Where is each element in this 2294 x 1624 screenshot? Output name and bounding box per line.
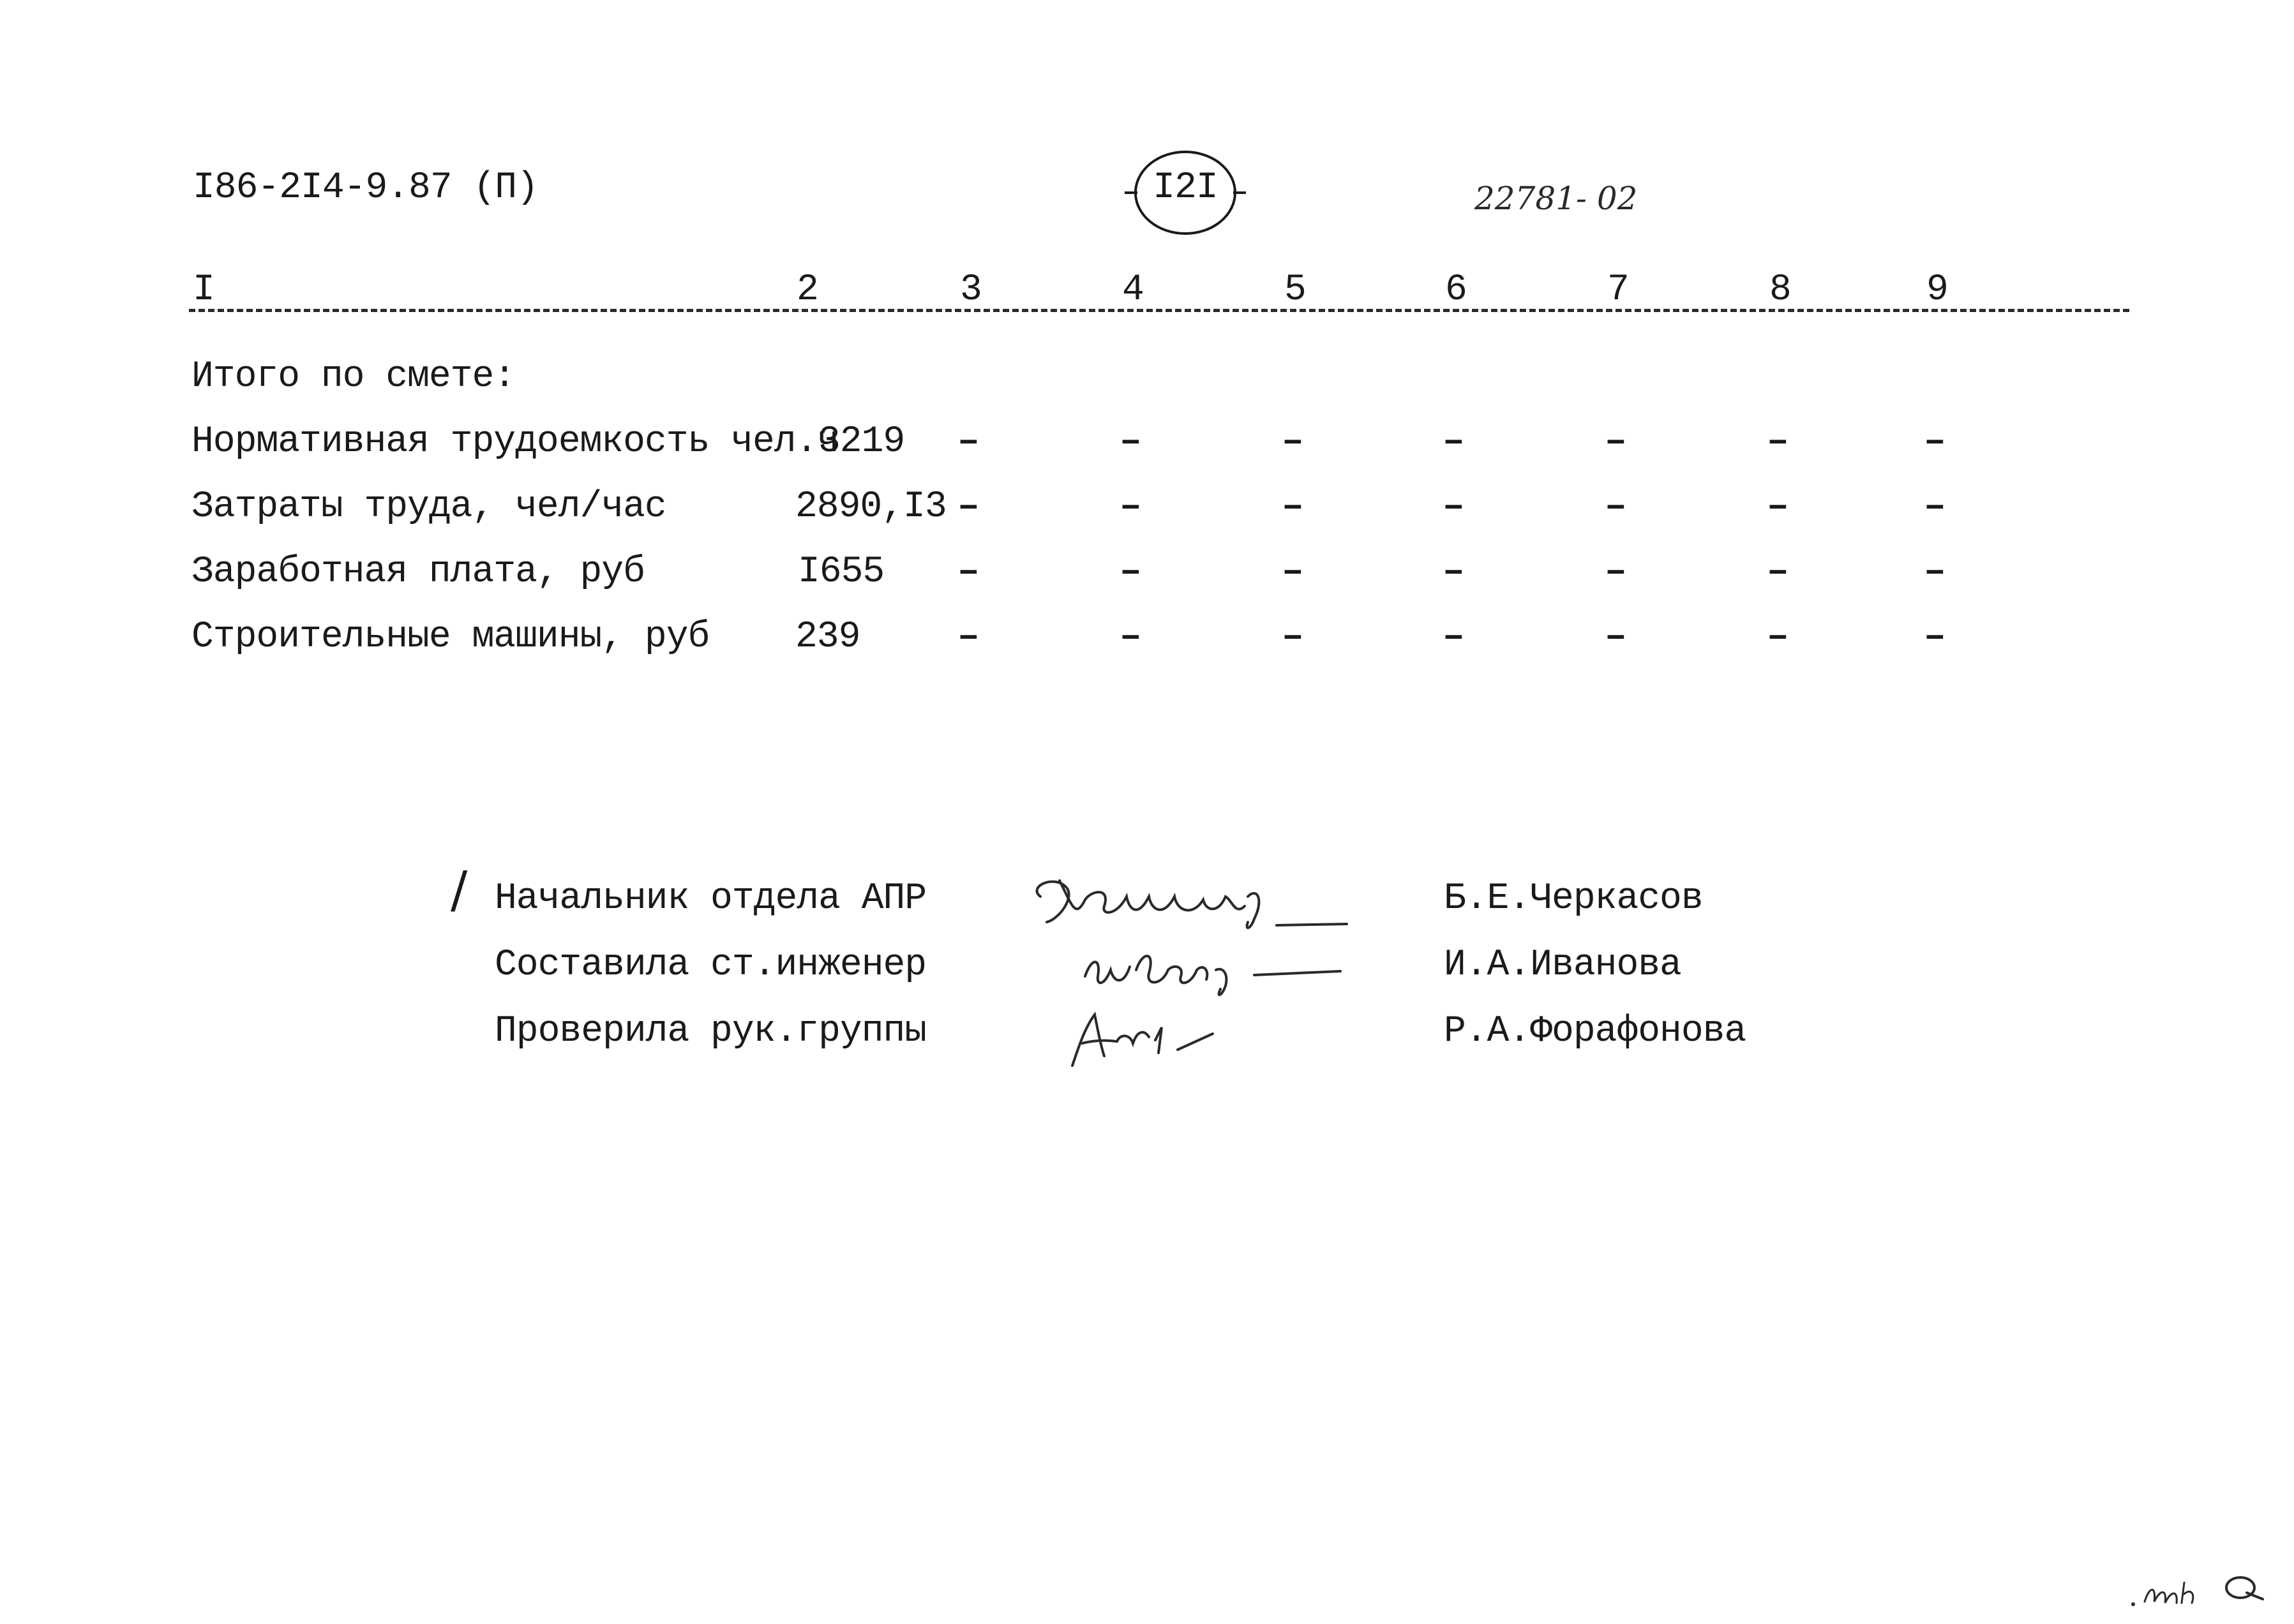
column-number-4: 4 bbox=[1122, 269, 1144, 311]
row-dash: – bbox=[1443, 616, 1464, 658]
row-dash: – bbox=[1282, 551, 1303, 593]
column-number-7: 7 bbox=[1607, 269, 1629, 311]
row-label: Заработная плата, руб bbox=[191, 551, 645, 593]
row-dash: – bbox=[1924, 616, 1945, 658]
row-label: Затраты труда, чел/час bbox=[191, 486, 666, 528]
row-dash: – bbox=[957, 551, 979, 593]
signatory-name: Б.Е.Черкасов bbox=[1444, 878, 1703, 920]
row-dash: – bbox=[1767, 486, 1788, 528]
row-dash: – bbox=[1605, 616, 1626, 658]
row-dash: – bbox=[1924, 421, 1945, 463]
row-dash: – bbox=[1282, 486, 1303, 528]
row-dash: – bbox=[1605, 486, 1626, 528]
handwritten-signature-3 bbox=[1060, 1002, 1238, 1072]
row-value: 239 bbox=[795, 616, 860, 658]
row-dash: – bbox=[1924, 486, 1945, 528]
column-number-5: 5 bbox=[1284, 269, 1306, 311]
row-dash: – bbox=[1120, 486, 1141, 528]
row-dash: – bbox=[1605, 551, 1626, 593]
row-dash: – bbox=[1120, 616, 1141, 658]
column-number-3: 3 bbox=[960, 269, 982, 311]
column-number-9: 9 bbox=[1926, 269, 1948, 311]
signatory-name: Р.А.Форафонова bbox=[1444, 1011, 1746, 1052]
row-dash: – bbox=[1443, 486, 1464, 528]
row-label: Нормативная трудоемкость чел.ч bbox=[191, 421, 839, 463]
row-dash: – bbox=[1282, 616, 1303, 658]
row-dash: – bbox=[1767, 551, 1788, 593]
row-dash: – bbox=[1605, 421, 1626, 463]
row-dash: – bbox=[1120, 421, 1141, 463]
signature-slash-mark: / bbox=[451, 861, 468, 919]
row-dash: – bbox=[1443, 421, 1464, 463]
signature-role: Начальник отдела АПР bbox=[495, 878, 927, 920]
row-value: I655 bbox=[798, 551, 885, 593]
signatory-name: И.А.Иванова bbox=[1444, 944, 1681, 986]
row-label: Строительные машины, руб bbox=[191, 616, 710, 658]
row-dash: – bbox=[1120, 551, 1141, 593]
column-number-6: 6 bbox=[1445, 269, 1467, 311]
registration-number: 22781- 02 bbox=[1474, 180, 1638, 217]
column-number-1: I bbox=[193, 269, 214, 311]
document-code: I86-2I4-9.87 (П) bbox=[193, 167, 538, 209]
row-dash: – bbox=[1767, 421, 1788, 463]
column-number-8: 8 bbox=[1769, 269, 1791, 311]
row-dash: – bbox=[1924, 551, 1945, 593]
row-dash: – bbox=[1282, 421, 1303, 463]
column-header-rule bbox=[189, 309, 2129, 312]
signature-role: Составила ст.инженер bbox=[495, 944, 927, 986]
row-value: 3219 bbox=[818, 421, 905, 463]
page-number: I2I bbox=[1153, 167, 1218, 209]
row-dash: – bbox=[957, 486, 979, 528]
row-dash: – bbox=[1443, 551, 1464, 593]
row-dash: – bbox=[957, 421, 979, 463]
column-number-2: 2 bbox=[797, 269, 818, 311]
row-dash: – bbox=[1767, 616, 1788, 658]
row-dash: – bbox=[957, 616, 979, 658]
handwritten-signature-2 bbox=[1072, 932, 1353, 1008]
handwritten-stamp-mark bbox=[2125, 1557, 2291, 1614]
signature-role: Проверила рук.группы bbox=[495, 1011, 927, 1052]
row-value: 2890,I3 bbox=[795, 486, 947, 528]
section-title: Итого по смете: bbox=[191, 356, 516, 398]
